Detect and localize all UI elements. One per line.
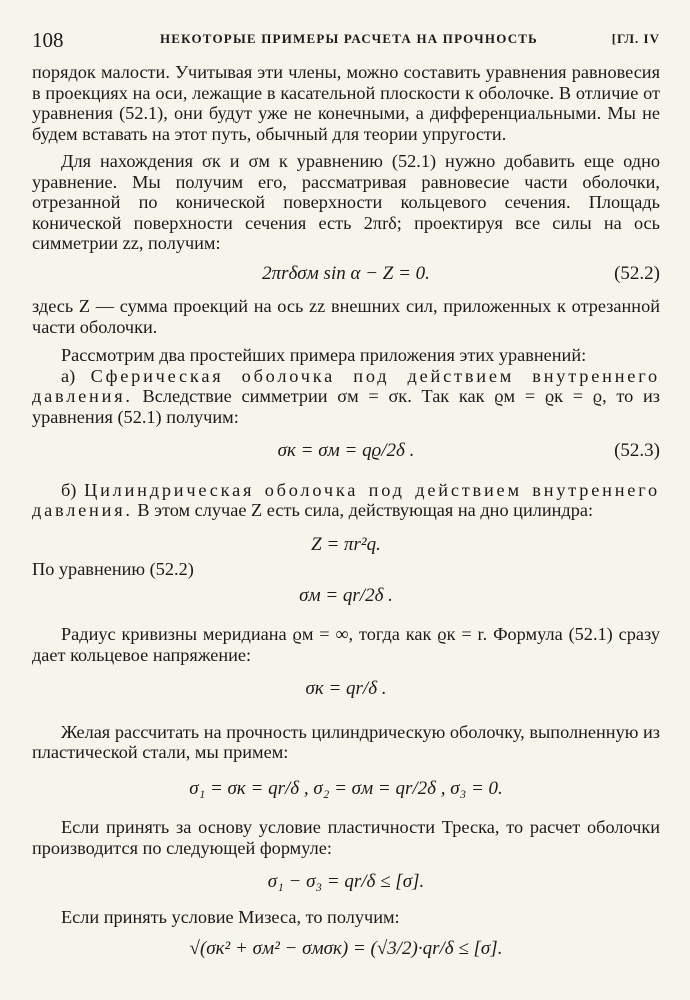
formula-sigma-k-expr: σк = qr/δ . <box>305 678 387 699</box>
formula-52-3 <box>32 441 660 462</box>
formula-sigma-k <box>32 679 660 700</box>
page-number: 108 <box>32 28 64 52</box>
formula-tresca-expr: σ₁ − σ₃ = qr/δ ≤ [σ]. <box>267 871 425 892</box>
item-label-a: а) <box>61 365 76 386</box>
equation-number-52-3: (52.3) <box>614 440 660 461</box>
formula-52-3-expr: σк = σм = qϱ/2δ . <box>277 440 415 461</box>
paragraph-2: Для нахождения σк и σм к уравнению (52.1) нужно добавить еще одно уравнение. Мы получим его, рассматривая равновесие части оболочки, отрезанной по конической поверхности кольцевого сечения. Площадь конической поверхности сечения есть 2πrδ; проектируя все силы на ось симметрии zz, получим: <box>32 151 660 253</box>
page-header <box>32 28 660 52</box>
running-title: НЕКОТОРЫЕ ПРИМЕРЫ РАСЧЕТА НА ПРОЧНОСТЬ <box>160 31 538 46</box>
formula-mises <box>32 939 660 960</box>
chapter-label: [ГЛ. IV <box>611 31 660 46</box>
spaced-heading-a: Сферическая оболочка под действием внутреннего давления. <box>32 365 660 406</box>
item-label-b: б) <box>61 479 77 500</box>
paragraph-6-text: В этом случае Z есть сила, действующая на дно цилиндра: <box>137 500 594 520</box>
page-body <box>32 62 660 960</box>
paragraph-5 <box>32 366 660 428</box>
paragraph-11: Если принять условие Мизеса, то получим: <box>61 906 400 927</box>
formula-52-2 <box>32 264 660 285</box>
formula-z <box>32 535 660 556</box>
paragraph-6 <box>32 480 660 521</box>
paragraph-10: Если принять за основу условие пластичности Треска, то расчет оболочки производится по следующей формуле: <box>32 817 660 858</box>
formula-52-2-expr: 2πrδσм sin α − Z = 0. <box>262 262 430 284</box>
formula-z-expr: Z = πr²q. <box>311 533 381 555</box>
formula-sigma-m <box>32 586 660 607</box>
paragraph-9: Желая рассчитать на прочность цилиндрическую оболочку, выполненную из пластической стали, мы примем: <box>32 721 660 762</box>
formula-principal-stresses <box>32 779 660 800</box>
formula-tresca <box>32 872 660 893</box>
paragraph-1: порядок малости. Учитывая эти члены, можно составить уравнения равновесия в проекциях на оси, лежащие в касательной плоскости к оболочке. В отличие от уравнения (52.1), они будут уже не конечными, а дифференциальными. Мы не будем вставать на этот путь, обычный для теории упругости. <box>32 62 660 144</box>
paragraph-5-text: Вследствие симметрии σм = σк. Так как ϱм = ϱк = ϱ, то из уравнения (52.1) получим: <box>32 386 660 427</box>
formula-sigma-m-expr: σм = qr/2δ . <box>299 584 393 606</box>
paragraph-4: Рассмотрим два простейших примера приложения этих уравнений: <box>61 345 587 365</box>
paragraph-3: здесь Z — сумма проекций на ось zz внешних сил, приложенных к отрезанной части оболочки. <box>32 296 660 337</box>
paragraph-7: По уравнению (52.2) <box>32 559 194 579</box>
formula-mises-expr: √(σк² + σм² − σмσк) = (√3/2)·qr/δ ≤ [σ]. <box>189 938 503 959</box>
equation-number-52-2: (52.2) <box>614 262 660 284</box>
formula-principal-stresses-expr: σ₁ = σк = qr/δ , σ₂ = σм = qr/2δ , σ₃ = 0. <box>189 777 503 799</box>
paragraph-8: Радиус кривизны меридиана ϱм = ∞, тогда как ϱк = r. Формула (52.1) сразу дает кольцевое напряжение: <box>32 624 660 665</box>
spaced-heading-b: Цилиндрическая оболочка под действием внутреннего давления. <box>32 479 660 520</box>
